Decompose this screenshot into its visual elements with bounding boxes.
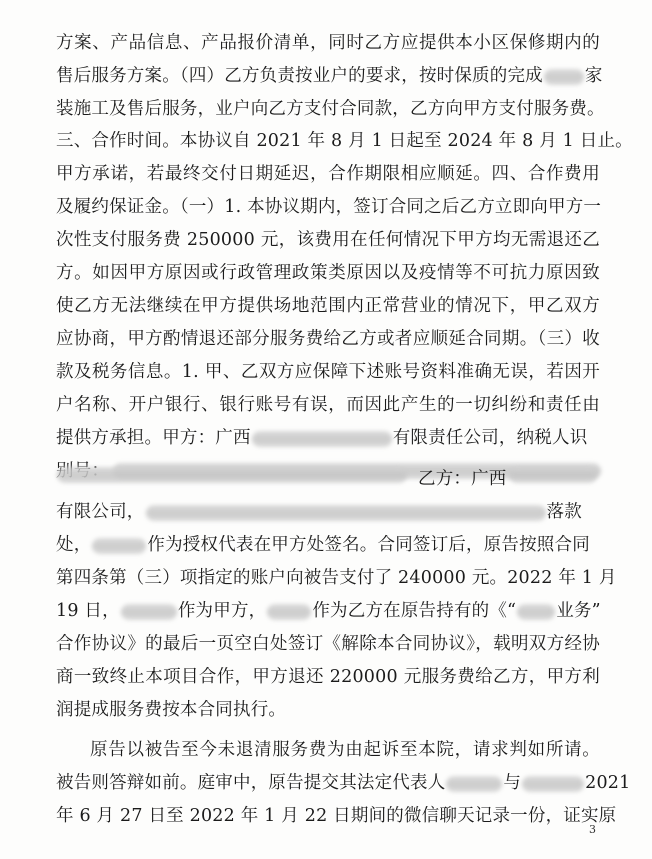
text-segment: 应协商，甲方酌情退还部分服务费给乙方或者应顺延合同期。（三）收: [56, 329, 600, 349]
text-segment: 方案、产品信息、产品报价清单，同时乙方应提供本小区保修期内的: [56, 33, 600, 53]
redaction-blur: [446, 776, 502, 792]
text-segment: 次性支付服务费 250000 元，该费用在任何情况下甲方均无需退还乙: [56, 230, 600, 250]
text-segment: 作为授权代表在甲方处签名。合同签订后，原告按照合同: [147, 535, 590, 555]
redaction-blur: [252, 431, 392, 447]
redaction-blur: [267, 604, 311, 620]
text-line: [56, 61, 603, 91]
text-segment: 作为甲方，: [177, 601, 267, 621]
text-line: [56, 563, 617, 593]
text-line: [56, 423, 600, 453]
text-line: [56, 464, 600, 494]
text-line: [56, 291, 600, 321]
text-line: [56, 629, 600, 659]
redaction-blur: [121, 604, 177, 620]
text-segment: 款及税务信息。1. 甲、乙双方应保障下述账号资料准确无误，若因开: [56, 362, 600, 382]
text-segment: 被告则答辩如前。庭审中，原告提交其法定代表人: [56, 773, 446, 793]
text-segment: 户名称、开户银行、银行账号有误，而因此产生的一切纠纷和责任由: [56, 395, 600, 415]
text-segment: 有限责任公司，纳税人识: [392, 428, 588, 448]
redaction-blur: [522, 776, 584, 792]
text-segment: 处，: [56, 535, 92, 555]
text-segment: 三、合作时间。本协议自 2021 年 8 月 1 日起至 2024 年 8 月 1 日止。: [56, 131, 633, 151]
page-number: 3: [589, 823, 596, 836]
text-segment: 润提成服务费按本合同执行。: [56, 700, 287, 720]
text-line: [56, 662, 600, 692]
text-segment: 合作协议》的最后一页空白处签订《解除本合同协议》，载明双方经协: [56, 634, 600, 654]
text-segment: 售后服务方案。（四）乙方负责按业户的要求，按时保质的完成: [56, 66, 543, 86]
redaction-blur: [544, 69, 584, 85]
text-line: [56, 159, 600, 189]
redaction-blur: [92, 538, 146, 554]
text-segment: 方。如因甲方原因或行政管理政策类原因以及疫情等不可抗力原因致: [56, 263, 600, 283]
text-line: [56, 94, 605, 124]
text-line: [56, 126, 633, 156]
text-segment: 及履约保证金。（一）1. 本协议期内，签订合同之后乙方立即向甲方一: [56, 197, 602, 217]
text-segment: 19 日，: [56, 601, 120, 621]
text-segment: 家: [584, 66, 603, 86]
redaction-blur: [517, 604, 555, 620]
redaction-blur: [146, 505, 546, 521]
text-segment: 商一致终止本项目合作，甲方退还 220000 元服务费给乙方，甲方利: [56, 667, 600, 687]
text-segment: 2021: [585, 773, 631, 793]
text-segment: 第四条第（三）项指定的账户向被告支付了 240000 元。2022 年 1 月: [56, 568, 617, 588]
text-line: [56, 28, 600, 58]
text-segment: 原告以被告至今未退清服务费为由起诉至本院，请求判如所请。: [90, 740, 600, 760]
text-line: [56, 695, 600, 725]
text-segment: 乙方：广西: [418, 469, 507, 489]
text-segment: 甲方承诺，若最终交付日期延迟，合作期限相应顺延。四、合作费用: [56, 164, 600, 184]
paragraph-first-line: [56, 735, 600, 765]
text-segment: 落款: [546, 502, 582, 522]
text-line: [56, 596, 600, 626]
text-line: [56, 497, 600, 527]
redaction-blur: [57, 467, 407, 483]
text-segment: 年 6 月 27 日至 2022 年 1 月 22 日期间的微信聊天记录一份，证实原: [56, 806, 617, 826]
text-line: [56, 225, 600, 255]
text-line: [56, 258, 600, 288]
text-line: [56, 801, 617, 831]
text-segment: 与: [503, 773, 522, 793]
text-segment: 业务”: [556, 601, 601, 621]
text-segment: 使乙方无法继续在甲方提供场地范围内正常营业的情况下，甲乙双方: [56, 296, 600, 316]
text-segment: 有限公司，: [56, 502, 145, 522]
redaction-blur: [509, 467, 597, 483]
text-segment: 提供方承担。甲方：广西: [56, 428, 251, 448]
text-segment: 装施工及售后服务，业户向乙方支付合同款，乙方向甲方支付服务费。: [56, 99, 605, 119]
text-line: [56, 324, 600, 354]
text-line: [56, 768, 631, 798]
text-line: [56, 192, 600, 222]
text-line: [56, 357, 600, 387]
text-line: [56, 530, 600, 560]
text-segment: 作为乙方在原告持有的《“: [312, 601, 517, 621]
text-line: [56, 390, 600, 420]
